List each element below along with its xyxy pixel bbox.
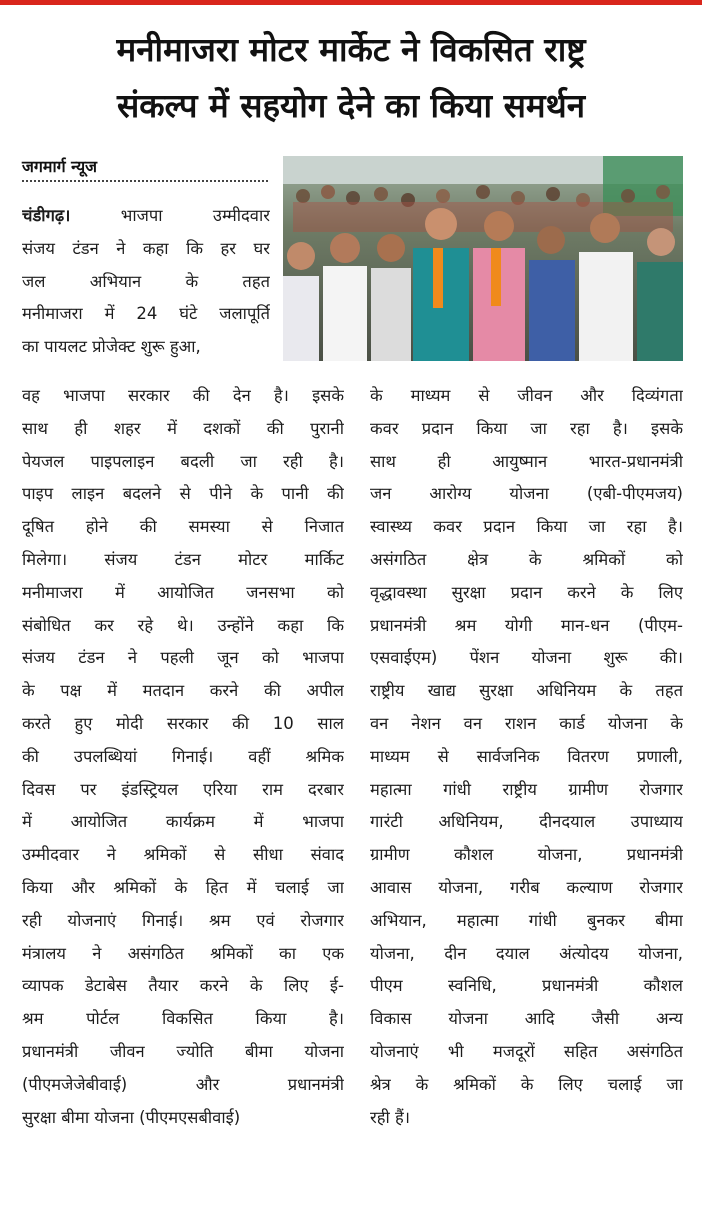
text-line: अभियान, महात्मा गांधी बुनकर बीमा <box>370 910 683 930</box>
text-line: (पीएमजेजेबीवाई) और प्रधानमंत्री <box>22 1074 344 1094</box>
text-line: के माध्यम से जीवन और दिव्यंगता <box>370 386 683 405</box>
text-line: योजना, दीन दयाल अंत्योदय योजना, <box>370 943 683 963</box>
text-line: जन आरोग्य योजना (एबी-पीएमजय) <box>370 484 683 504</box>
text-line: मनीमाजरा में आयोजित जनसभा को <box>22 582 344 602</box>
text-line: व्यापक डेटाबेस तैयार करने के लिए ई- <box>22 976 344 996</box>
headline-line-1: मनीमाजरा मोटर मार्केट ने विकसित राष्ट्र <box>116 30 586 69</box>
text-line: संजय टंडन ने पहली जून को भाजपा <box>22 648 344 668</box>
text-line: योजनाएं भी मजदूरों सहित असंगठित <box>370 1041 683 1061</box>
group-of-people-photo <box>283 156 683 361</box>
text-line: संबोधित कर रहे थे। उन्होंने कहा कि <box>22 615 344 635</box>
text-line: जल अभियान के तहत <box>22 271 270 291</box>
text-line: पेयजल पाइपलाइन बदली जा रही है। <box>22 451 344 471</box>
text-line: मंत्रालय ने असंगठित श्रमिकों का एक <box>22 943 344 963</box>
text-line: साथ ही आयुष्मान भारत-प्रधानमंत्री <box>370 451 683 471</box>
text-line: संजय टंडन ने कहा कि हर घर <box>22 238 270 258</box>
text-line: वृद्धावस्था सुरक्षा प्रदान करने के लिए <box>370 582 683 602</box>
text-line: साथ ही शहर में दशकों की पुरानी <box>22 418 344 438</box>
text-line: उम्मीदवार ने श्रमिकों से सीधा संवाद <box>22 845 344 865</box>
top-accent-rule <box>0 0 702 5</box>
text-line: एसवाईएम) पेंशन योजना शुरू की। <box>370 648 683 668</box>
text-line: मिलेगा। संजय टंडन मोटर मार्किट <box>22 549 344 569</box>
text-line: आवास योजना, गरीब कल्याण रोजगार <box>370 877 683 897</box>
text-line: श्रम पोर्टल विकसित किया है। <box>22 1009 344 1029</box>
text-line <box>22 200 270 233</box>
text-line: माध्यम से सार्वजनिक वितरण प्रणाली, <box>370 746 683 766</box>
text-line: दिवस पर इंडस्ट्रियल एरिया राम दरबार <box>22 779 344 799</box>
text-line: का पायलट प्रोजेक्ट शुरू हुआ, <box>22 337 201 357</box>
text-line: की उपलब्धियां गिनाई। वहीं श्रमिक <box>22 746 344 766</box>
byline: जगमार्ग न्यूज <box>22 156 268 182</box>
text-line: विकास योजना आदि जैसी अन्य <box>370 1009 683 1029</box>
text-line: श्रेत्र के श्रमिकों के लिए चलाई जा <box>370 1074 683 1094</box>
text-line: पाइप लाइन बदलने से पीने के पानी की <box>22 484 344 504</box>
text-line: सुरक्षा बीमा योजना (पीएमएसबीवाई) <box>22 1107 241 1127</box>
text-line: महात्मा गांधी राष्ट्रीय ग्रामीण रोजगार <box>370 779 683 799</box>
article-column-1-bottom <box>22 380 344 1134</box>
dateline: चंडीगढ़। <box>22 206 71 225</box>
text-line: प्रधानमंत्री जीवन ज्योति बीमा योजना <box>22 1041 344 1061</box>
article-column-1-top <box>22 200 270 364</box>
text-line: ग्रामीण कौशल योजना, प्रधानमंत्री <box>370 845 683 865</box>
text-line: वन नेशन वन राशन कार्ड योजना के <box>370 713 683 733</box>
text-line: कवर प्रदान किया जा रहा है। इसके <box>370 418 683 438</box>
text-fragment: भाजपा उम्मीदवार <box>120 206 270 225</box>
text-line: पीएम स्वनिधि, प्रधानमंत्री कौशल <box>370 976 683 996</box>
text-line: मनीमाजरा में 24 घंटे जलापूर्ति <box>22 304 270 324</box>
text-line: किया और श्रमिकों के हित में चलाई जा <box>22 877 344 897</box>
text-line: रही हैं। <box>370 1107 411 1127</box>
text-line: वह भाजपा सरकार की देन है। इसके <box>22 386 344 405</box>
text-line: राष्ट्रीय खाद्य सुरक्षा अधिनियम के तहत <box>370 681 683 701</box>
news-photo <box>283 156 683 361</box>
text-line: रही योजनाएं गिनाई। श्रम एवं रोजगार <box>22 910 344 930</box>
text-line: के पक्ष में मतदान करने की अपील <box>22 681 344 701</box>
article-column-2 <box>370 380 683 1134</box>
headline <box>0 22 702 134</box>
text-line: दूषित होने की समस्या से निजात <box>22 517 344 537</box>
text-line: स्वास्थ्य कवर प्रदान किया जा रहा है। <box>370 517 683 537</box>
text-line: करते हुए मोदी सरकार की 10 साल <box>22 713 344 733</box>
text-line: प्रधानमंत्री श्रम योगी मान-धन (पीएम- <box>370 615 683 635</box>
text-line: गारंटी अधिनियम, दीनदयाल उपाध्याय <box>370 812 683 832</box>
text-line: असंगठित क्षेत्र के श्रमिकों को <box>370 549 683 569</box>
headline-line-2: संकल्प में सहयोग देने का किया समर्थन <box>116 86 586 125</box>
text-line: में आयोजित कार्यक्रम में भाजपा <box>22 812 344 832</box>
